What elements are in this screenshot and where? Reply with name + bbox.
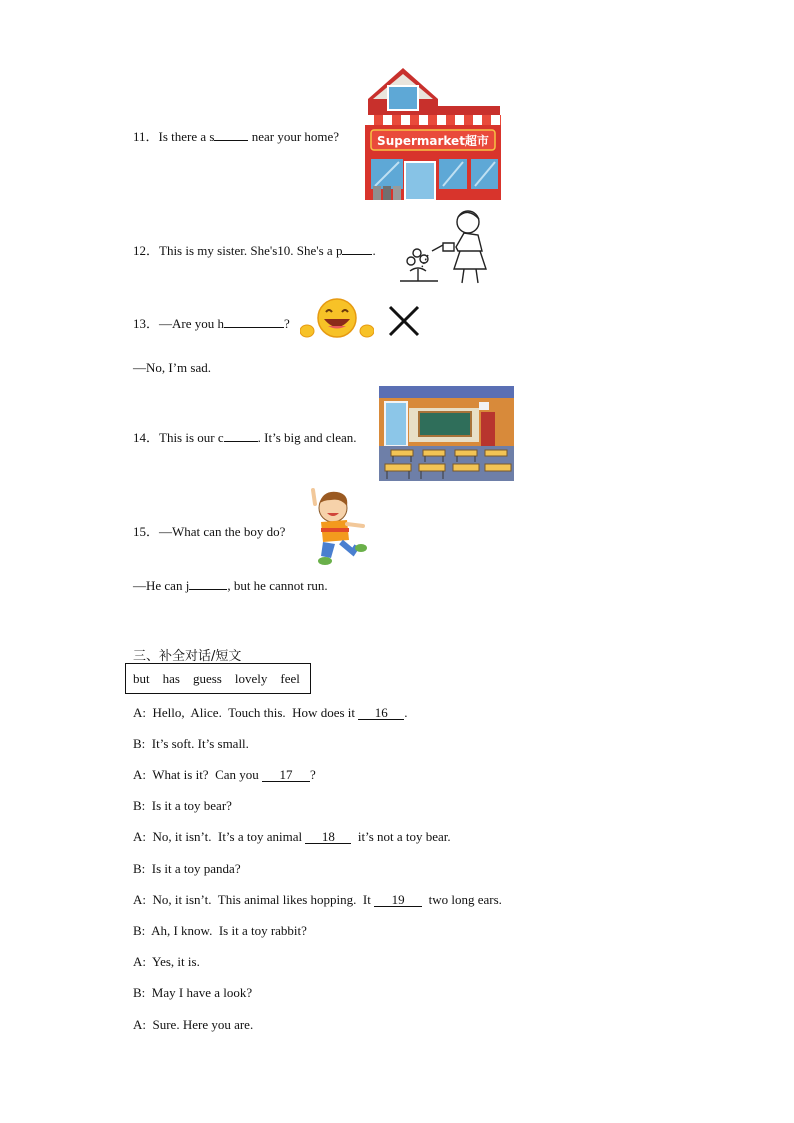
dialogue-text: A: No, it isn’t. This animal likes hopping. It <box>133 892 375 907</box>
supermarket-sign-text: Supermarket超市 <box>377 134 489 148</box>
question-13 <box>133 313 290 332</box>
dialogue-line <box>133 705 408 721</box>
supermarket-image <box>363 66 503 201</box>
word-bank-item: guess <box>192 670 222 686</box>
dialogue-blank-17[interactable]: 17 <box>262 768 310 782</box>
dialogue-line: A: Sure. Here you are. <box>133 1017 254 1032</box>
dialogue-line: B: It’s soft. It’s small. <box>133 736 249 751</box>
question-12 <box>133 240 376 259</box>
question-14 <box>133 427 357 446</box>
dialogue-line <box>133 892 502 908</box>
dialogue-blank-18[interactable]: 18 <box>305 830 351 844</box>
question-13-text: 13．—Are you h <box>133 316 224 331</box>
jumping-boy-image <box>301 486 373 566</box>
question-15-answer-suffix: , but he cannot run. <box>227 578 328 593</box>
dialogue-after: it’s not a toy bear. <box>351 829 451 844</box>
question-14-suffix: . It’s big and clean. <box>257 430 357 445</box>
section-3-title: 三、补全对话/短文 <box>133 649 242 664</box>
dialogue-text: A: What is it? Can you <box>133 767 263 782</box>
question-11 <box>133 126 339 145</box>
dialogue-after: . <box>404 705 408 720</box>
question-14-blank[interactable] <box>224 441 258 442</box>
question-11-blank[interactable] <box>214 140 248 141</box>
dialogue-after: two long ears. <box>422 892 502 907</box>
question-11-text: 11．Is there a s <box>133 129 215 144</box>
question-12-suffix: . <box>372 243 376 258</box>
question-15: 15．—What can the boy do? <box>133 524 286 539</box>
question-13-blank[interactable] <box>224 327 284 328</box>
word-bank <box>125 663 311 694</box>
dialogue-blank-16[interactable]: 16 <box>358 706 404 720</box>
laughing-face-emoji <box>300 297 374 341</box>
dialogue-line: B: Is it a toy panda? <box>133 861 241 876</box>
dialogue-line <box>133 767 316 783</box>
dialogue-line: B: Is it a toy bear? <box>133 798 232 813</box>
question-13-answer: —No, I’m sad. <box>133 360 211 375</box>
question-11-suffix: near your home? <box>248 129 340 144</box>
word-bank-item: but <box>133 670 150 686</box>
classroom-image <box>379 386 514 481</box>
word-bank-item: lovely <box>234 670 268 686</box>
cross-mark-icon <box>388 305 420 337</box>
dialogue-after: ? <box>310 767 316 782</box>
question-15-blank[interactable] <box>189 589 227 590</box>
dialogue-line: A: Yes, it is. <box>133 954 200 969</box>
question-14-text: 14．This is our c <box>133 430 224 445</box>
dialogue-blank-19[interactable]: 19 <box>374 893 422 907</box>
dialogue-line: B: May I have a look? <box>133 985 253 1000</box>
question-13-suffix: ? <box>284 316 290 331</box>
word-bank-item: has <box>162 670 180 686</box>
question-12-blank[interactable] <box>342 254 372 255</box>
girl-watering-flowers-image <box>398 207 498 287</box>
question-12-text: 12．This is my sister. She's10. She's a p <box>133 243 343 258</box>
question-15-answer-text: —He can j <box>133 578 190 593</box>
word-bank-item: feel <box>280 670 300 686</box>
dialogue-text: A: No, it isn’t. It’s a toy animal <box>133 829 306 844</box>
dialogue-line: B: Ah, I know. Is it a toy rabbit? <box>133 923 307 938</box>
dialogue-text: A: Hello, Alice. Touch this. How does it <box>133 705 359 720</box>
dialogue-line <box>133 829 451 845</box>
question-15-answer <box>133 578 328 594</box>
